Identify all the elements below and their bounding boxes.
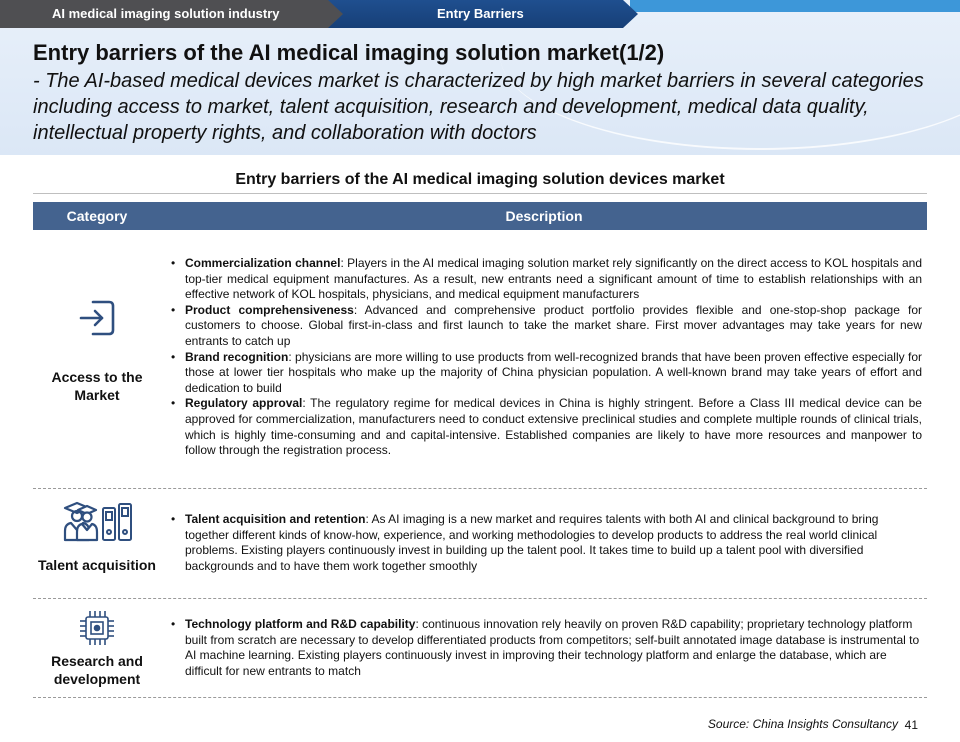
category-label: Research and development [51, 653, 143, 687]
bullet-text: : Players in the AI medical imaging solution market rely significantly on the direct access to KOL hospitals and top-tier medical equipment manufactures. As a result, new entrants need a significant amount of time to establish relationships with an effective network of KOL hospitals, physicians, and medical equipment manufacturers [185, 256, 922, 302]
table-title-divider [33, 193, 927, 194]
column-header-category: Category [66, 208, 128, 224]
bullet-text: : physicians are more willing to use products from well-recognized brands that have been proven effective especially for those at lower tier hospitals who make up the majority of China physician population. A well-known brand may take years of effort and dedication to build [185, 349, 922, 395]
category-label: Talent acquisition [38, 557, 156, 573]
enter-arrow-icon [75, 296, 119, 340]
table-header [33, 202, 927, 230]
bullet-term: Talent acquisition and retention [185, 512, 366, 526]
table-title: Entry barriers of the AI medical imaging solution devices market [235, 171, 725, 188]
bullet-term: Technology platform and R&D capability [185, 617, 416, 631]
bullet-item [170, 256, 922, 303]
breadcrumb-section-label: AI medical imaging solution industry [52, 6, 280, 21]
bullet-text: : The regulatory regime for medical devices in China is highly stringent. Before a Class III medical device can be approved for commercialization, manufacturers need to conduct extensive preclinical studies and complete multiple rounds of clinical trials, which is highly time-consuming and and capital-intensive. Established companies are likely to have more resources and manpower to follow through the registration process. [185, 396, 922, 458]
row-divider [33, 598, 927, 599]
graduates-and-binders-icon [57, 500, 137, 544]
page-subtitle: - The AI-based medical devices market is characterized by high market barriers in several categories including access to market, talent acquisition, research and development, medical data quality, intellectual property rights, and collaboration with doctors [33, 70, 924, 144]
category-cell [33, 296, 161, 404]
page-number: 41 [904, 718, 918, 732]
header-band [0, 0, 960, 155]
column-header-description: Description [505, 208, 583, 224]
table-row-research-and-development [33, 604, 927, 696]
bullet-term: Product comprehensiveness [185, 302, 354, 317]
bullet-item [170, 512, 922, 574]
bullet-text: : Advanced and comprehensive product portfolio provides flexible and one-stop-shop package for customers to choose. Global first-in-class and first launch to take the market share. First mover advantages may take years for new entrants to catch up [185, 302, 923, 348]
table-row-talent-acquisition [33, 496, 927, 596]
description-cell [170, 617, 922, 679]
source-note: Source: China Insights Consultancy [707, 717, 898, 731]
bullet-text: : As AI imaging is a new market and requires talents with both AI and clinical background to bring together different kinds of know-how, experience, and working methodologies to develop products to address the real world clinical problems. Existing players continuously invest in building up the talent pool. It takes time to build up a talent pool with diversified backgrounds and to have them work together smoothly [185, 512, 879, 573]
bullet-term: Commercialization channel [185, 256, 341, 270]
bullet-item [170, 303, 922, 350]
description-cell [170, 256, 922, 459]
description-cell [170, 512, 922, 574]
bullet-term: Regulatory approval [185, 396, 303, 411]
category-cell [33, 500, 161, 574]
breadcrumb-current-label: Entry Barriers [437, 6, 524, 21]
category-cell [33, 608, 161, 688]
row-divider [33, 488, 927, 489]
breadcrumb-accent-bar [630, 0, 960, 12]
row-divider [33, 697, 927, 698]
category-label: Access to the Market [51, 369, 143, 403]
circuit-chip-icon [77, 608, 117, 648]
breadcrumb [0, 0, 960, 28]
bullet-text: : continuous innovation rely heavily on proven R&D capability; proprietary technology platform built from scratch are necessary to develop differentiated products from competitors; self-built annotated image database is instrumental to AI machine learning. Existing players continuously invest in improving their technology platform and enlarge the database, which are difficult for new entrants to match [185, 617, 920, 678]
bullet-item [170, 350, 922, 397]
bullet-item [170, 396, 922, 458]
table-row-access-to-market [33, 252, 927, 484]
bullet-term: Brand recognition [185, 349, 289, 364]
page-title: Entry barriers of the AI medical imaging solution market(1/2) [33, 40, 665, 65]
bullet-item [170, 617, 922, 679]
